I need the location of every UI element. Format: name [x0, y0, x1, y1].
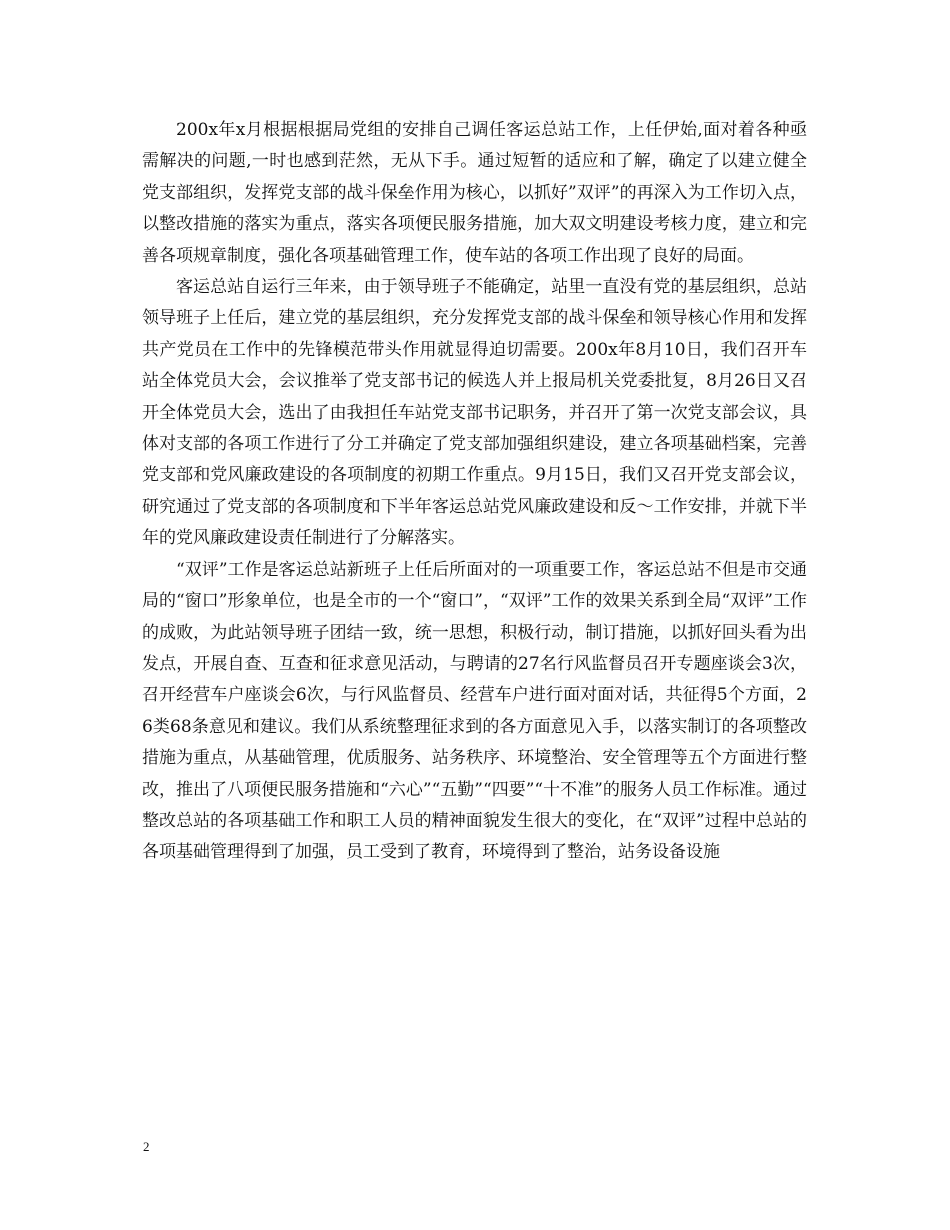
paragraph-2: 客运总站自运行三年来，由于领导班子不能确定，站里一直没有党的基层组织，总站领导班子上任后，建立党的基层组织，充分发挥党支部的战斗保垒和领导核心作用和发挥共产党员在工作中的先锋模范带头作用就显得迫切需要。200x年8月10日，我们召开车站全体党员大会，会议推举了党支部书记的候选人并上报局机关党委批复，8月26日又召开全体党员大会，选出了由我担任车站党支部书记职务，并召开了第一次党支部会议，具体对支部的各项工作进行了分工并确定了党支部加强组织建设，建立各项基础档案，完善党支部和党风廉政建设的各项制度的初期工作重点。9月15日，我们又召开党支部会议，研究通过了党支部的各项制度和下半年客运总站党风廉政建设和反～工作安排，并就下半年的党风廉政建设责任制进行了分解落实。 — [142, 277, 807, 549]
document-body — [142, 115, 807, 869]
paragraph-3: “双评”工作是客运总站新班子上任后所面对的一项重要工作，客运总站不但是市交通局的“窗口”形象单位，也是全市的一个“窗口”，“双评”工作的效果关系到全局“双评”工作的成败，为此站领导班子团结一致，统一思想，积极行动，制订措施，以抓好回头看为出发点，开展自查、互查和征求意见活动，与聘请的27名行风监督员召开专题座谈会3次，召开经营车户座谈会6次，与行风监督员、经营车户进行面对面对话，共征得5个方面，26类68条意见和建议。我们从系统整理征求到的各方面意见入手，以落实制订的各项整改措施为重点，从基础管理，优质服务、站务秩序、环境整治、安全管理等五个方面进行整改，推出了八项便民服务措施和“六心”“五勤”“四要”“十不准”的服务人员工作标准。通过整改总站的各项基础工作和职工人员的精神面貌发生很大的变化，在“双评”过程中总站的各项基础管理得到了加强，员工受到了教育，环境得到了整治，站务设备设施 — [142, 559, 807, 863]
page-number: 2 — [143, 1139, 150, 1154]
paragraph-1: 200x年x月根据根据局党组的安排自己调任客运总站工作，上任伊始,面对着各种亟需解决的问题,一时也感到茫然，无从下手。通过短暂的适应和了解，确定了以建立健全党支部组织，发挥党支部的战斗保垒作用为核心，以抓好”双评”的再深入为工作切入点，以整改措施的落实为重点，落实各项便民服务措施，加大双文明建设考核力度，建立和完善各项规章制度，强化各项基础管理工作，使车站的各项工作出现了良好的局面。 — [142, 120, 807, 266]
